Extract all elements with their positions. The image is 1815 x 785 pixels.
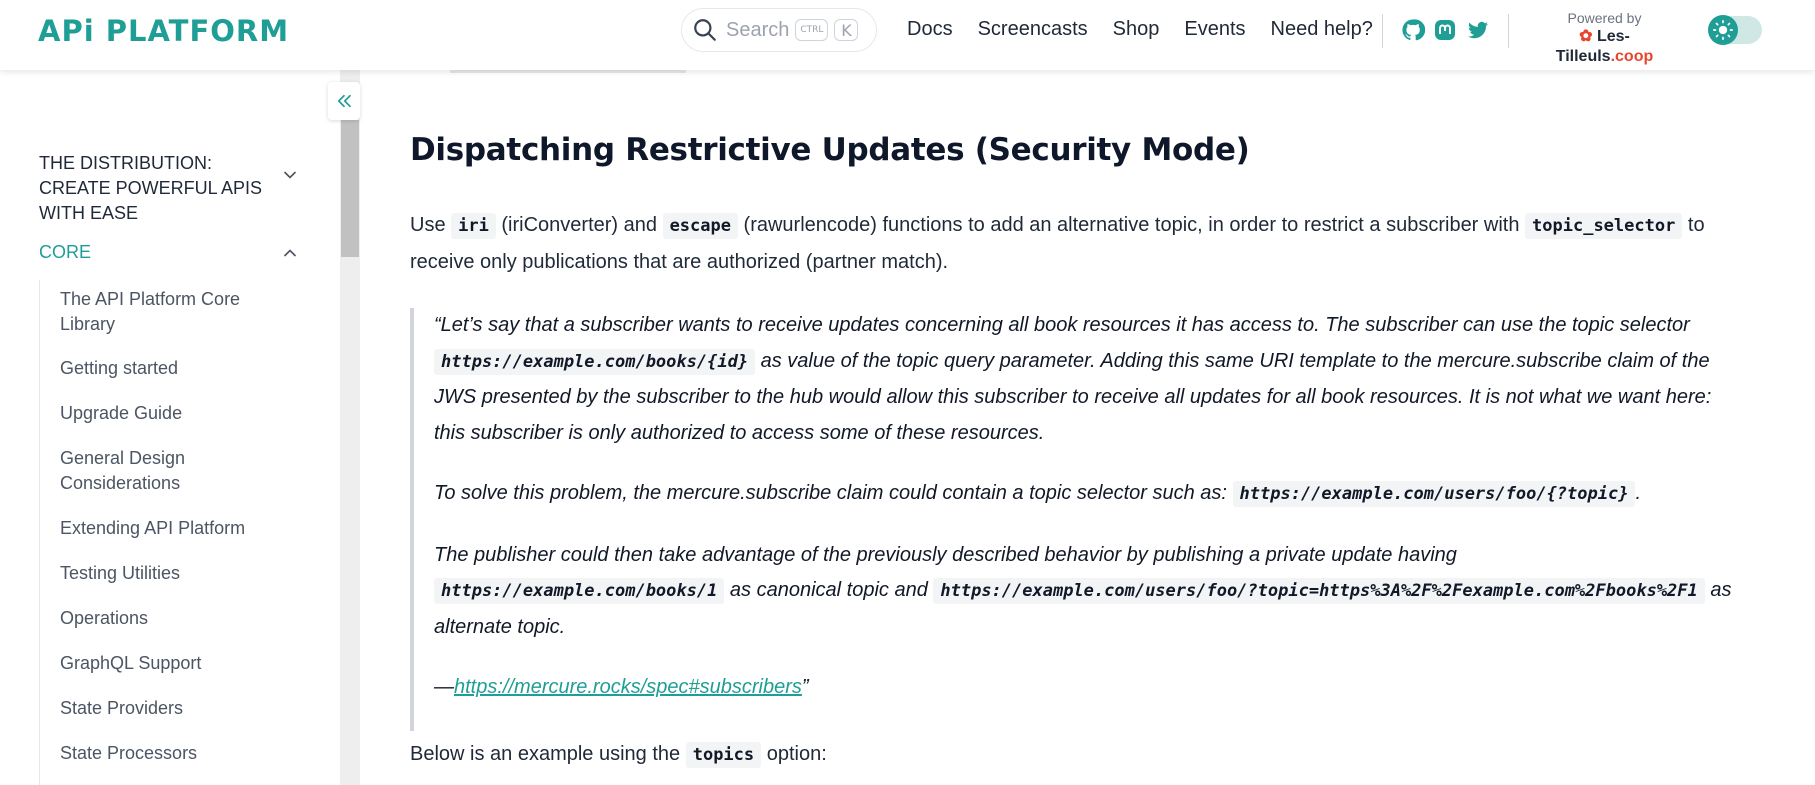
twitter-icon[interactable]	[1466, 18, 1490, 42]
sidebar-items-guide	[39, 280, 40, 785]
header-divider	[1508, 14, 1509, 48]
nav-shop[interactable]: Shop	[1112, 18, 1160, 40]
sidebar-item-extending[interactable]: Extending API Platform	[60, 518, 246, 538]
sidebar-item-getting-started[interactable]: Getting started	[60, 358, 179, 378]
kbd-ctrl: CTRL	[795, 19, 828, 41]
search-box[interactable]	[681, 8, 877, 52]
code-topic-selector: topic_selector	[1525, 213, 1682, 239]
example-intro-paragraph	[410, 738, 827, 771]
sidebar-item-core-library[interactable]: The API Platform Core Library	[60, 289, 241, 334]
text: The publisher could then take advantage of the previously described behavior by publishing a private update having	[434, 543, 1457, 566]
text: To solve this problem, the mercure.subscribe claim could contain a topic selector such as:	[434, 482, 1233, 504]
top-header	[0, 0, 1815, 70]
search-icon	[692, 17, 718, 43]
text: to receive only publications that are authorized (partner match).	[410, 214, 1705, 273]
text: —	[434, 676, 454, 698]
text: option:	[761, 743, 827, 765]
text: .	[1635, 482, 1642, 504]
kbd-k: K	[834, 19, 858, 41]
text: Use	[410, 214, 452, 236]
quote-citation	[434, 670, 1740, 706]
text: (iriConverter) and	[495, 214, 663, 236]
chevron-down-icon[interactable]	[280, 165, 300, 185]
mastodon-icon[interactable]	[1433, 18, 1457, 42]
github-icon[interactable]	[1401, 18, 1425, 42]
text: as alternate topic.	[434, 579, 1732, 638]
intro-paragraph	[410, 207, 1730, 280]
search-placeholder: Search	[726, 18, 790, 41]
text: “Let’s say that a subscriber wants to receive updates concerning all book resources it has access to. The subscriber can use the topic selector	[434, 314, 1690, 336]
mercure-spec-link[interactable]: https://mercure.rocks/spec#subscribers	[454, 676, 802, 698]
double-chevron-left-icon	[335, 92, 353, 110]
brand-suffix: .coop	[1610, 48, 1654, 65]
text: Below is an example using the	[410, 743, 686, 765]
sidebar-item-design-considerations[interactable]: General Design Considerations	[60, 448, 186, 493]
sidebar-section-distribution[interactable]: THE DISTRIBUTION: CREATE POWERFUL APIS WITH EASE	[39, 153, 263, 223]
code-iri: iri	[451, 213, 496, 239]
chevron-up-icon[interactable]	[280, 243, 300, 263]
sidebar-item-upgrade-guide[interactable]: Upgrade Guide	[60, 403, 183, 423]
text: ”	[801, 676, 809, 698]
quote-paragraph-1	[434, 308, 1740, 451]
code-books-1: https://example.com/books/1	[434, 578, 724, 604]
sidebar-item-graphql[interactable]: GraphQL Support	[60, 653, 202, 673]
code-alternate-topic: https://example.com/users/foo/?topic=https%3A%2F%2Fexample.com%2Fbooks%2F1	[933, 578, 1704, 604]
nav-events[interactable]: Events	[1184, 18, 1246, 40]
les-tilleuls-logo	[1556, 28, 1654, 65]
brand-name: Les-Tilleuls	[1555, 28, 1630, 65]
quote-paragraph-3	[434, 538, 1740, 646]
nav-need-help[interactable]: Need help?	[1270, 18, 1373, 40]
text: (rawurlencode) functions to add an alternative topic, in order to restrict a subscriber with	[737, 214, 1526, 236]
quote-paragraph-2	[434, 476, 1740, 513]
text: as value of the topic query parameter. Adding this same URI template to the mercure.subscribe claim of the JWS presented by the subscriber to the hub would allow this subscriber to receive all updates for all book resources. It is not what we want here: this subscriber is only authorized to access some of these resources.	[434, 349, 1712, 444]
sidebar-item-operations[interactable]: Operations	[60, 608, 149, 628]
powered-by[interactable]	[1532, 10, 1677, 66]
powered-by-label: Powered by	[1567, 10, 1642, 26]
sun-icon	[1708, 15, 1738, 45]
code-books-id: https://example.com/books/{id}	[434, 349, 755, 375]
mercure-spec-quote	[410, 308, 1740, 731]
theme-toggle[interactable]	[1708, 16, 1762, 44]
nav-screencasts[interactable]: Screencasts	[977, 18, 1088, 40]
sidebar-item-testing-utilities[interactable]: Testing Utilities	[60, 563, 181, 583]
header-divider	[1382, 14, 1383, 48]
code-escape: escape	[663, 213, 738, 239]
text: as canonical topic and	[724, 579, 934, 601]
code-topics: topics	[686, 742, 761, 768]
section-heading: Dispatching Restrictive Updates (Security Mode)	[410, 132, 1250, 168]
tilleuls-leaf-icon: ✿	[1579, 28, 1593, 45]
sidebar-scrollbar-thumb[interactable]	[341, 120, 359, 257]
code-users-foo-topic: https://example.com/users/foo/{?topic}	[1233, 481, 1636, 507]
main-nav	[907, 18, 1373, 41]
sidebar-item-state-processors[interactable]: State Processors	[60, 743, 198, 763]
nav-docs[interactable]: Docs	[907, 18, 953, 40]
sidebar-item-state-providers[interactable]: State Providers	[60, 698, 184, 718]
sidebar-section-core[interactable]: CORE	[39, 242, 92, 262]
collapse-sidebar-button[interactable]	[328, 82, 360, 120]
site-logo[interactable]: APi PLATFORM	[38, 14, 290, 48]
